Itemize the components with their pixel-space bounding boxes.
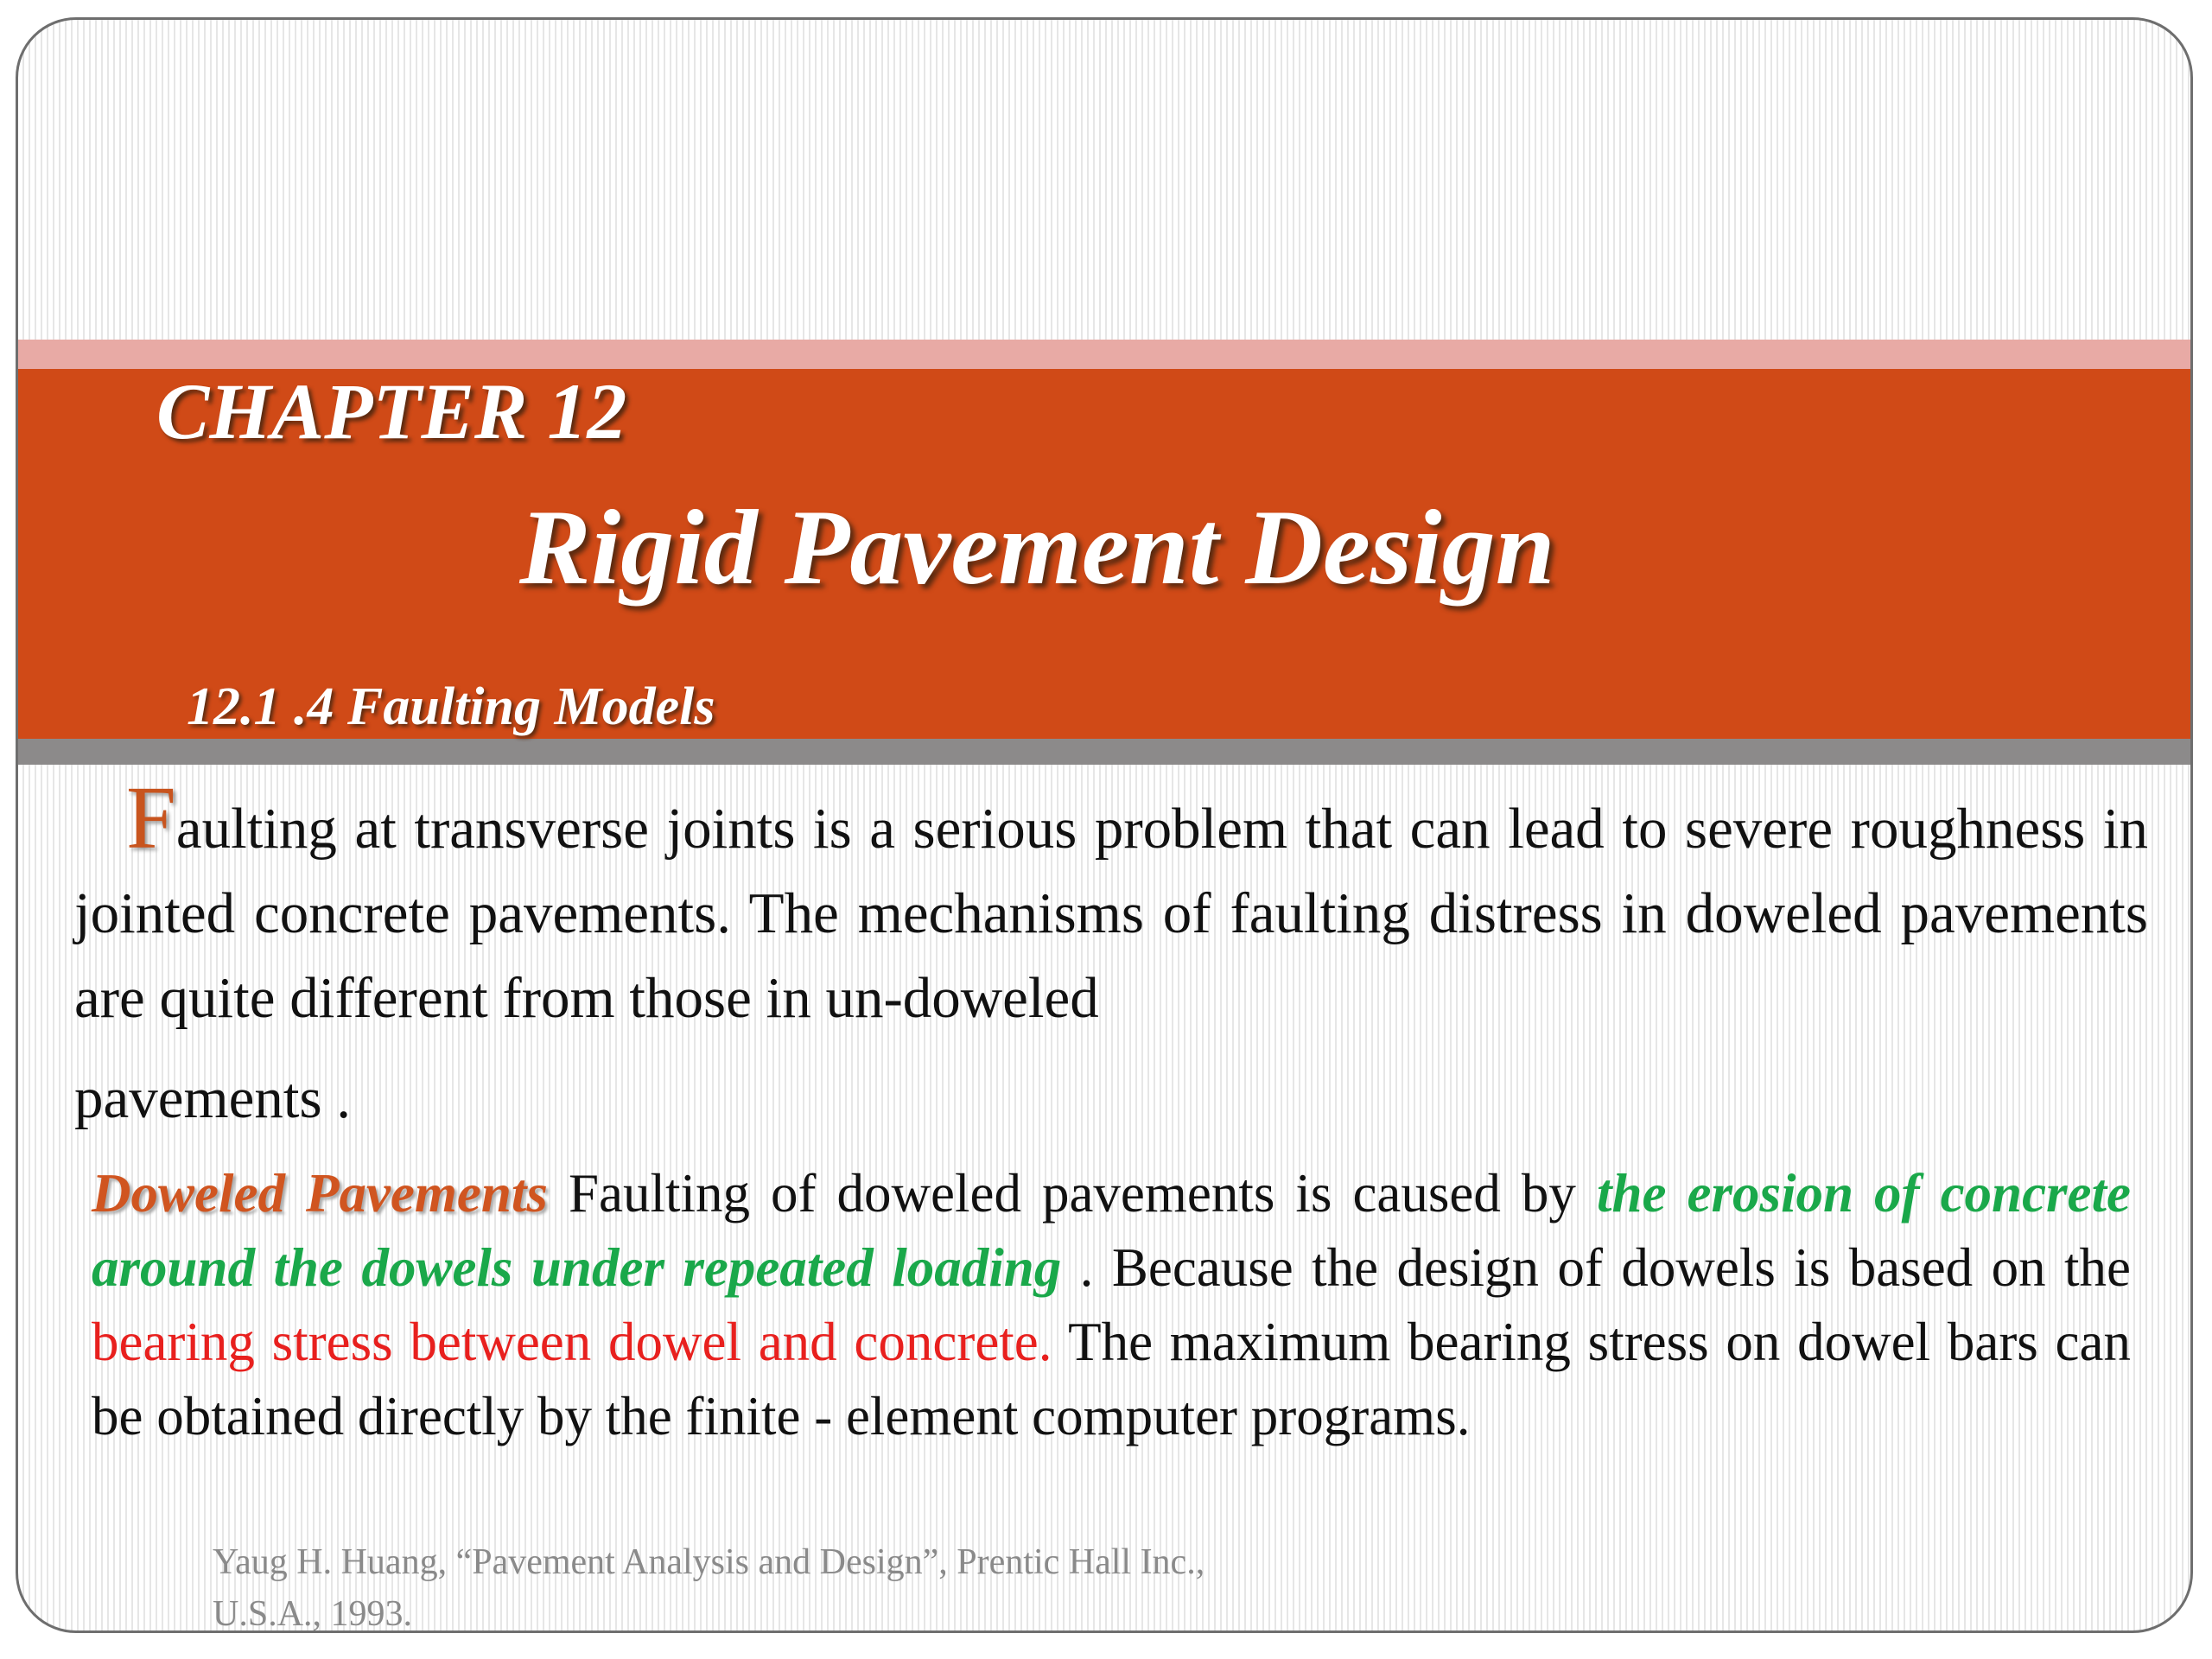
gray-accent-strip bbox=[18, 739, 2190, 765]
citation bbox=[213, 1536, 1205, 1633]
doweled-paragraph bbox=[92, 1156, 2131, 1453]
doweled-text-1: Faulting of doweled pavements is caused by bbox=[547, 1163, 1597, 1224]
erosion-emphasis: the erosion of concrete around the dowels under repeated loading bbox=[92, 1163, 2131, 1298]
doweled-text-3: The maximum bearing stress on dowel bars can be obtained directly by the finite - element computer programs. bbox=[92, 1312, 2131, 1446]
citation-line-2: U.S.A., 1993. bbox=[213, 1594, 413, 1633]
intro-last-line: pavements . bbox=[74, 1066, 352, 1130]
drop-cap: F bbox=[126, 768, 176, 868]
doweled-text-2: . Because the design of dowels is based on the bbox=[1061, 1237, 2131, 1298]
doweled-heading: Doweled Pavements bbox=[92, 1163, 548, 1224]
section-label: 12.1 .4 Faulting Models bbox=[187, 677, 715, 736]
chapter-label: CHAPTER 12 bbox=[156, 367, 627, 455]
citation-line-1: Yaug H. Huang, “Pavement Analysis and Design”, Prentic Hall Inc., bbox=[213, 1542, 1205, 1582]
bearing-stress-emphasis: bearing stress between dowel and concrete. bbox=[92, 1312, 1052, 1372]
intro-paragraph bbox=[74, 768, 2148, 1040]
intro-text: aulting at transverse joints is a serious problem that can lead to severe roughness in jointed concrete pavements. The mechanisms of faulting distress in doweled pavements are quite different from those in un-doweled bbox=[74, 797, 2148, 1030]
slide-title: Rigid Pavement Design bbox=[519, 488, 1555, 607]
pink-accent-strip bbox=[18, 340, 2190, 369]
slide-frame bbox=[16, 17, 2193, 1633]
